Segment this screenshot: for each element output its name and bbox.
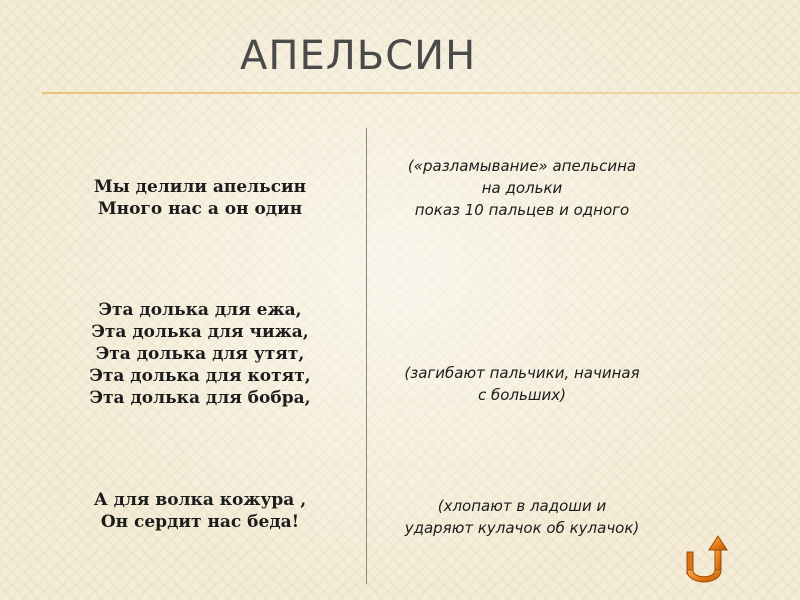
verse-line: Много нас а он один [97, 199, 303, 219]
verse-line: Эта долька для бобра, [89, 388, 311, 408]
action-line: (загибают пальчики, начиная [404, 364, 640, 382]
action-line: («разламывание» апельсина [407, 157, 637, 175]
verse-block-1 [40, 176, 360, 220]
verse-line: Эта долька для котят, [89, 366, 311, 386]
action-line: с больших) [477, 386, 567, 404]
verse-line: Эта долька для чижа, [91, 322, 309, 342]
verse-block-2 [40, 299, 360, 409]
action-block-1 [372, 155, 672, 221]
action-line: на дольки [481, 179, 563, 197]
verse-line: А для волка кожура , [93, 490, 307, 510]
action-block-2 [372, 362, 672, 406]
verse-line: Эта долька для утят, [95, 344, 305, 364]
action-line: (хлопают в ладоши и [437, 497, 607, 515]
action-line: показ 10 пальцев и одного [414, 201, 630, 219]
column-divider [366, 128, 367, 584]
action-line: ударяют кулачок об кулачок) [404, 519, 640, 537]
slide-title: АПЕЛЬСИН [240, 33, 477, 79]
action-block-3 [372, 495, 672, 539]
title-underline [42, 92, 800, 94]
verse-line: Мы делили апельсин [93, 177, 307, 197]
verse-line: Эта долька для ежа, [98, 300, 302, 320]
verse-line: Он сердит нас беда! [100, 512, 300, 532]
verse-block-3 [40, 489, 360, 533]
u-turn-arrow-icon[interactable] [676, 530, 732, 586]
